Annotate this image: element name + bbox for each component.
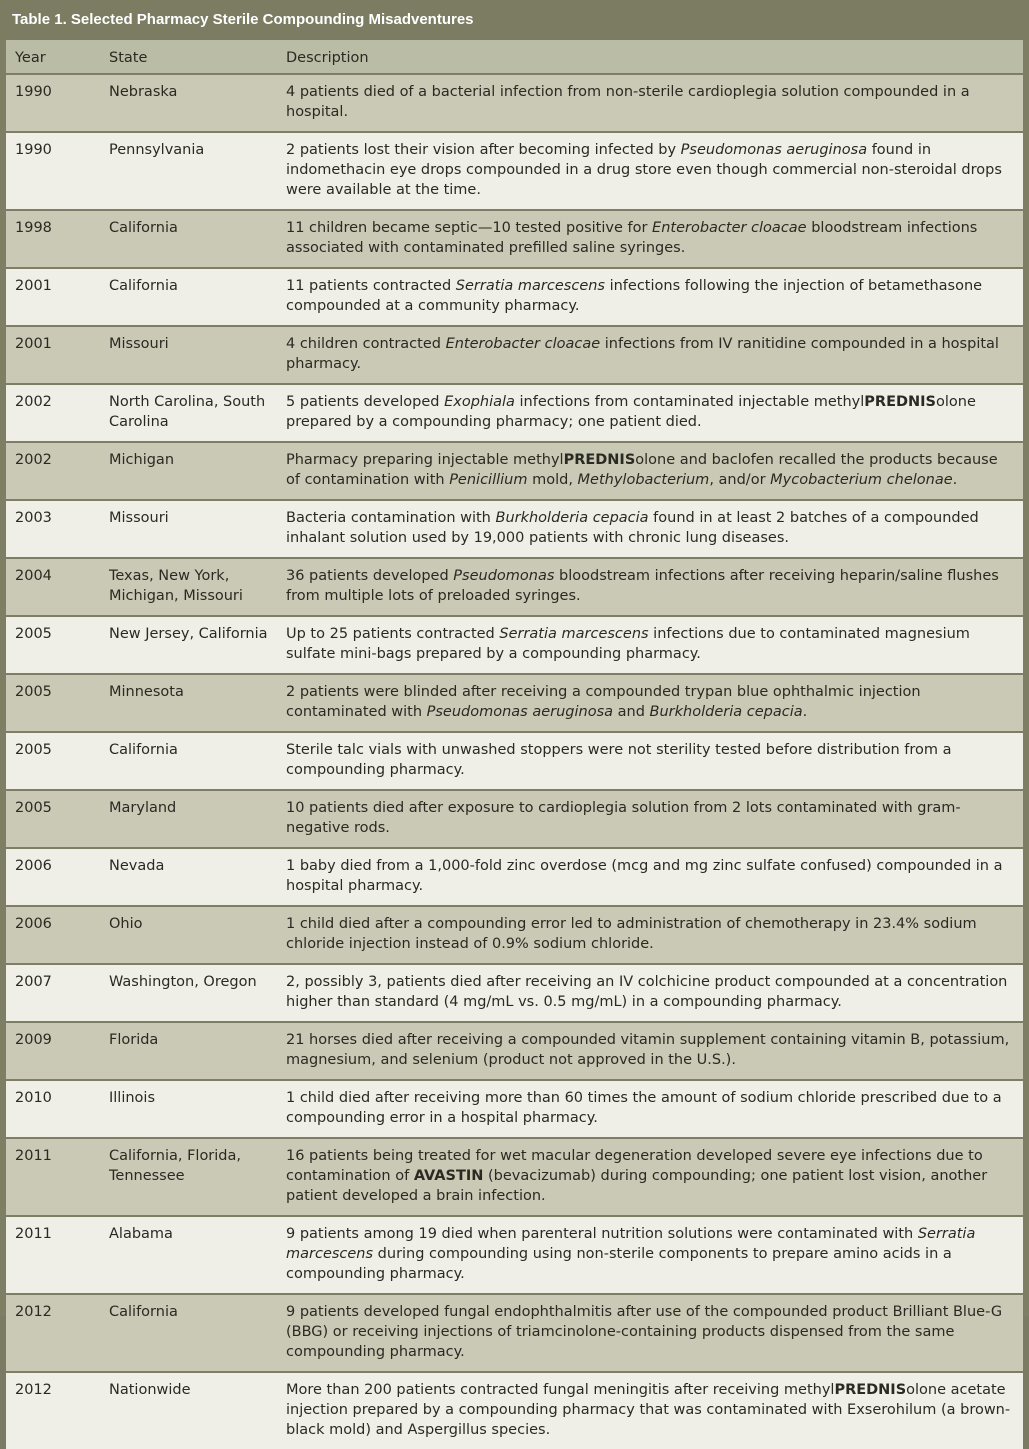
cell-year: 2011 [6,1138,100,1216]
header-year: Year [6,40,100,74]
cell-description: 1 child died after a compounding error led to administration of chemotherapy in 23.4% sodium chloride injection instead of 0.9% sodium chloride. [277,906,1023,964]
cell-description: Sterile talc vials with unwashed stoppers were not sterility tested before distribution from a compounding pharmacy. [277,732,1023,790]
cell-state: California, Florida, Tennessee [100,1138,277,1216]
cell-state: Pennsylvania [100,132,277,210]
cell-state: Missouri [100,500,277,558]
table-row [6,848,1023,906]
cell-state: Ohio [100,906,277,964]
cell-year: 2006 [6,848,100,906]
cell-year: 2006 [6,906,100,964]
cell-description: 9 patients among 19 died when parenteral nutrition solutions were contaminated with Serratia marcescens during compounding using non-sterile components to prepare amino acids in a compounding pharmacy. [277,1216,1023,1294]
cell-description: 10 patients died after exposure to cardioplegia solution from 2 lots contaminated with gram-negative rods. [277,790,1023,848]
table-row [6,1080,1023,1138]
table-row [6,906,1023,964]
table-row [6,1216,1023,1294]
cell-state: Alabama [100,1216,277,1294]
cell-state: Missouri [100,326,277,384]
cell-year: 2007 [6,964,100,1022]
cell-year: 2005 [6,616,100,674]
cell-description: 11 children became septic—10 tested positive for Enterobacter cloacae bloodstream infections associated with contaminated prefilled saline syringes. [277,210,1023,268]
cell-year: 2010 [6,1080,100,1138]
cell-year: 2012 [6,1294,100,1372]
cell-description: 4 children contracted Enterobacter cloacae infections from IV ranitidine compounded in a hospital pharmacy. [277,326,1023,384]
cell-description: 9 patients developed fungal endophthalmitis after use of the compounded product Brilliant Blue-G (BBG) or receiving injections of triamcinolone-containing products dispensed from the same compounding pharmacy. [277,1294,1023,1372]
cell-year: 2005 [6,790,100,848]
cell-state: Michigan [100,442,277,500]
cell-year: 2009 [6,1022,100,1080]
table-row [6,1294,1023,1372]
cell-state: California [100,732,277,790]
table-row [6,558,1023,616]
header-description: Description [277,40,1023,74]
table-row [6,132,1023,210]
cell-year: 2005 [6,732,100,790]
cell-state: Washington, Oregon [100,964,277,1022]
cell-state: Nebraska [100,74,277,132]
cell-year: 1990 [6,74,100,132]
cell-year: 1990 [6,132,100,210]
cell-state: California [100,268,277,326]
cell-year: 2005 [6,674,100,732]
cell-description: 16 patients being treated for wet macular degeneration developed severe eye infections due to contamination of AVASTIN (bevacizumab) during compounding; one patient lost vision, another patient developed a brain infection. [277,1138,1023,1216]
table-row [6,442,1023,500]
cell-description: Up to 25 patients contracted Serratia marcescens infections due to contaminated magnesium sulfate mini-bags prepared by a compounding pharmacy. [277,616,1023,674]
cell-description: 2, possibly 3, patients died after receiving an IV colchicine product compounded at a concentration higher than standard (4 mg/mL vs. 0.5 mg/mL) in a compounding pharmacy. [277,964,1023,1022]
cell-year: 2002 [6,442,100,500]
cell-description: Bacteria contamination with Burkholderia cepacia found in at least 2 batches of a compounded inhalant solution used by 19,000 patients with chronic lung diseases. [277,500,1023,558]
cell-description: Pharmacy preparing injectable methylPREDNISolone and baclofen recalled the products because of contamination with Penicillium mold, Methylobacterium, and/or Mycobacterium chelonae. [277,442,1023,500]
cell-state: Nevada [100,848,277,906]
cell-year: 2002 [6,384,100,442]
cell-state: California [100,1294,277,1372]
cell-state: North Carolina, South Carolina [100,384,277,442]
cell-year: 2011 [6,1216,100,1294]
table-row [6,74,1023,132]
table-title: Table 1. Selected Pharmacy Sterile Compounding Misadventures [0,0,1029,40]
cell-description: 1 child died after receiving more than 60 times the amount of sodium chloride prescribed due to a compounding error in a hospital pharmacy. [277,1080,1023,1138]
cell-year: 2004 [6,558,100,616]
cell-year: 2012 [6,1372,100,1449]
table-row [6,674,1023,732]
table-row [6,1372,1023,1449]
cell-year: 2001 [6,268,100,326]
table-row [6,384,1023,442]
cell-state: Minnesota [100,674,277,732]
cell-description: More than 200 patients contracted fungal meningitis after receiving methylPREDNISolone acetate injection prepared by a compounding pharmacy that was contaminated with Exserohilum (a brown-black mold) and Aspergillus species. [277,1372,1023,1449]
cell-year: 1998 [6,210,100,268]
cell-year: 2001 [6,326,100,384]
cell-state: Texas, New York, Michigan, Missouri [100,558,277,616]
cell-description: 1 baby died from a 1,000-fold zinc overdose (mcg and mg zinc sulfate confused) compounded in a hospital pharmacy. [277,848,1023,906]
table-row [6,790,1023,848]
table-row [6,500,1023,558]
table-row [6,268,1023,326]
cell-state: New Jersey, California [100,616,277,674]
misadventures-table [6,40,1023,1449]
cell-description: 21 horses died after receiving a compounded vitamin supplement containing vitamin B, potassium, magnesium, and selenium (product not approved in the U.S.). [277,1022,1023,1080]
cell-description: 36 patients developed Pseudomonas bloodstream infections after receiving heparin/saline flushes from multiple lots of preloaded syringes. [277,558,1023,616]
table-row [6,1138,1023,1216]
cell-description: 2 patients were blinded after receiving a compounded trypan blue ophthalmic injection contaminated with Pseudomonas aeruginosa and Burkholderia cepacia. [277,674,1023,732]
table-row [6,732,1023,790]
cell-state: Maryland [100,790,277,848]
table-row [6,326,1023,384]
table-row [6,1022,1023,1080]
cell-state: Illinois [100,1080,277,1138]
cell-year: 2003 [6,500,100,558]
cell-state: Florida [100,1022,277,1080]
cell-description: 2 patients lost their vision after becoming infected by Pseudomonas aeruginosa found in indomethacin eye drops compounded in a drug store even though commercial non-steroidal drops were available at the time. [277,132,1023,210]
cell-description: 11 patients contracted Serratia marcescens infections following the injection of betamethasone compounded at a community pharmacy. [277,268,1023,326]
cell-state: Nationwide [100,1372,277,1449]
cell-state: California [100,210,277,268]
table-row [6,616,1023,674]
table-row [6,210,1023,268]
header-state: State [100,40,277,74]
header-row [6,40,1023,74]
table-row [6,964,1023,1022]
cell-description: 4 patients died of a bacterial infection from non-sterile cardioplegia solution compounded in a hospital. [277,74,1023,132]
cell-description: 5 patients developed Exophiala infections from contaminated injectable methylPREDNISolone prepared by a compounding pharmacy; one patient died. [277,384,1023,442]
